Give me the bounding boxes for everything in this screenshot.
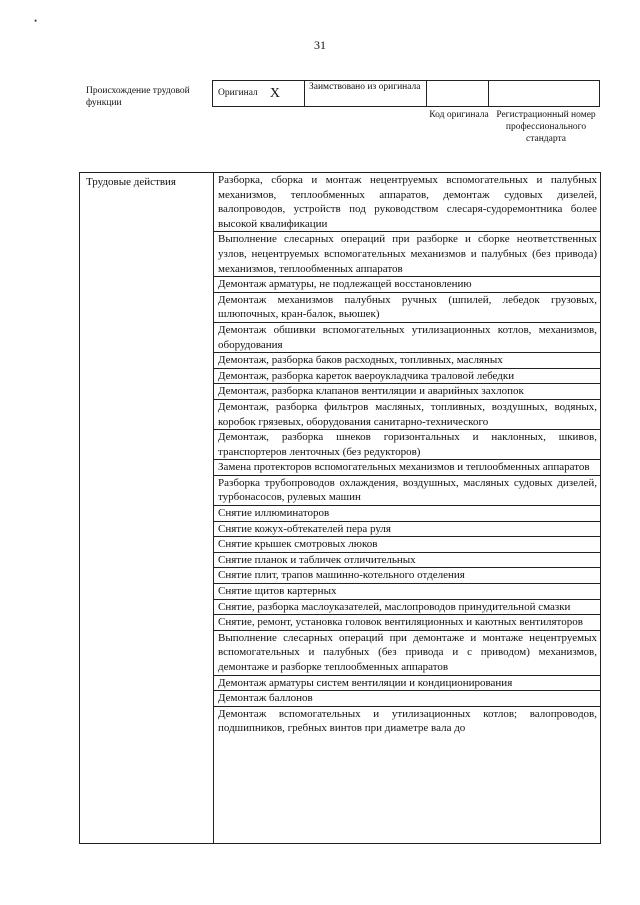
original-cell <box>213 81 305 106</box>
original-label: Оригинал <box>218 88 258 98</box>
scan-speck: • <box>34 16 38 26</box>
action-row: Снятие планок и табличек отличительных <box>214 553 600 569</box>
action-row: Снятие крышек смотровых люков <box>214 537 600 553</box>
origin-table <box>212 80 600 107</box>
action-row: Снятие плит, трапов машинно-котельного отделения <box>214 568 600 584</box>
page-number: 31 <box>314 38 326 52</box>
labor-actions-list <box>214 173 600 843</box>
original-mark: X <box>269 86 280 101</box>
action-row: Демонтаж, разборка баков расходных, топливных, масляных <box>214 353 600 369</box>
labor-actions-table <box>79 172 601 844</box>
action-row: Демонтаж, разборка шнеков горизонтальных и наклонных, шкивов, транспортеров ленточных (без редукторов) <box>214 430 600 460</box>
action-row: Снятие щитов картерных <box>214 584 600 600</box>
action-row: Демонтаж арматуры, не подлежащей восстановлению <box>214 277 600 293</box>
original-code-cell <box>427 81 489 106</box>
action-row: Демонтаж арматуры систем вентиляции и кондиционирования <box>214 676 600 692</box>
action-row: Демонтаж механизмов палубных ручных (шпилей, лебедок грузовых, шлюпочных, кран-балок, вьюшек) <box>214 293 600 323</box>
action-row: Разборка трубопроводов охлаждения, воздушных, масляных судовых дизелей, турбонасосов, рулевых машин <box>214 476 600 506</box>
action-row: Выполнение слесарных операций при разборке и сборке неответственных узлов, нецентруемых вспомогательных механизмов и палубных (без привода) механизмов, теплообменных аппаратов <box>214 232 600 277</box>
origin-label: Происхождение трудовой функции <box>86 86 190 108</box>
labor-actions-label: Трудовые действия <box>80 173 214 843</box>
registration-caption: Регистрационный номер профессионального стандарта <box>496 110 596 144</box>
action-row: Снятие, разборка маслоуказателей, маслопроводов принудительной смазки <box>214 600 600 616</box>
action-row: Демонтаж вспомогательных и утилизационных котлов; валопроводов, подшипников, гребных винтов при диаметре вала до <box>218 707 597 735</box>
action-row: Демонтаж баллонов <box>214 691 600 707</box>
action-row: Снятие кожух-обтекателей пера руля <box>214 522 600 538</box>
action-row: Демонтаж, разборка фильтров масляных, топливных, воздушных, водяных, коробок грязевых, оборудования санитарно-технического <box>214 400 600 430</box>
action-row: Снятие иллюминаторов <box>214 506 600 522</box>
action-row: Снятие, ремонт, установка головок вентиляционных и каютных вентиляторов <box>214 615 600 631</box>
action-row: Демонтаж, разборка клапанов вентиляции и аварийных захлопок <box>214 384 600 400</box>
action-row: Замена протекторов вспомогательных механизмов и теплообменных аппаратов <box>214 460 600 476</box>
action-row: Демонтаж, разборка кареток ваероукладчика траловой лебедки <box>214 369 600 385</box>
code-caption: Код оригинала <box>429 110 489 120</box>
action-row: Выполнение слесарных операций при демонтаже и монтаже нецентруемых вспомогательных и палубных (без привода и с приводом) механизмов, демонтаже и разборке теплообменных аппаратов <box>214 631 600 676</box>
borrowed-label: Заимствовано из оригинала <box>309 82 421 92</box>
action-row: Разборка, сборка и монтаж нецентруемых вспомогательных и палубных механизмов, теплообменных аппаратов, демонтаж судовых дизелей, валопроводов, устройств под руководством слесаря-судоремонтника более высокой квалификации <box>214 173 600 232</box>
registration-number-cell <box>489 81 599 106</box>
borrowed-cell <box>305 81 427 106</box>
action-row: Демонтаж обшивки вспомогательных утилизационных котлов, механизмов, оборудования <box>214 323 600 353</box>
